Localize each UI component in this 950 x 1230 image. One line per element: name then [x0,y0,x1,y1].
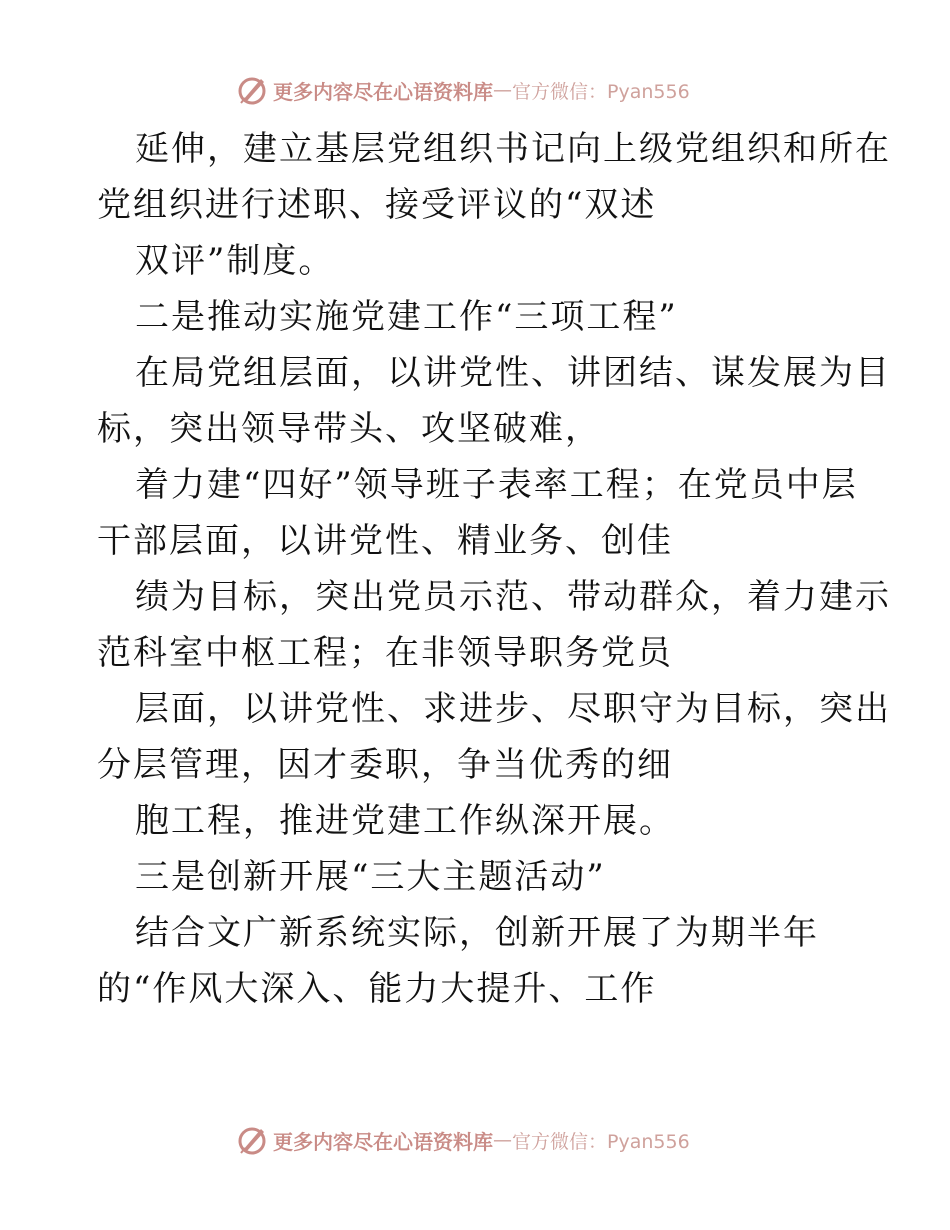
paragraph-line: 延伸，建立基层党组织书记向上级党组织和所在 [135,129,891,169]
paragraph-line: 结合文广新系统实际，创新开展了为期半年 [135,913,819,953]
paragraph-line: 胞工程，推进党建工作纵深开展。 [135,801,675,841]
footer-watermark [235,1122,690,1158]
paragraph-line: 的“作风大深入、能力大提升、工作 [97,969,657,1009]
watermark-wechat-text: 官方微信：Pyan556 [512,1130,690,1153]
paragraph-line: 干部层面，以讲党性、精业务、创佳 [97,521,673,561]
quill-pen-circle-icon [235,1123,269,1157]
paragraph-line: 在局党组层面，以讲党性、讲团结、谋发展为目 [135,353,891,393]
watermark-dash: — [493,1129,512,1151]
watermark-main-text: 更多内容尽在心语资料库 [273,79,493,104]
paragraph-line: 绩为目标，突出党员示范、带动群众，着力建示 [135,577,891,617]
paragraph-line: 分层管理，因才委职，争当优秀的细 [97,745,673,785]
watermark-dash: — [493,79,512,101]
watermark-wechat-text: 官方微信：Pyan556 [512,80,690,103]
section-heading: 三是创新开展“三大主题活动” [135,857,606,897]
paragraph-line: 标，突出领导带头、攻坚破难， [97,409,601,449]
section-heading: 二是推动实施党建工作“三项工程” [135,297,678,337]
quill-pen-circle-icon [235,73,269,107]
paragraph-line: 范科室中枢工程；在非领导职务党员 [97,633,673,673]
paragraph-line: 着力建“四好”领导班子表率工程；在党员中层 [135,465,858,505]
watermark-main-text: 更多内容尽在心语资料库 [273,1129,493,1154]
paragraph-line: 双评”制度。 [135,241,335,281]
paragraph-line: 层面，以讲党性、求进步、尽职守为目标，突出 [135,689,891,729]
paragraph-line: 党组织进行述职、接受评议的“双述 [97,185,657,225]
document-body [97,121,891,1017]
header-watermark [235,72,690,108]
